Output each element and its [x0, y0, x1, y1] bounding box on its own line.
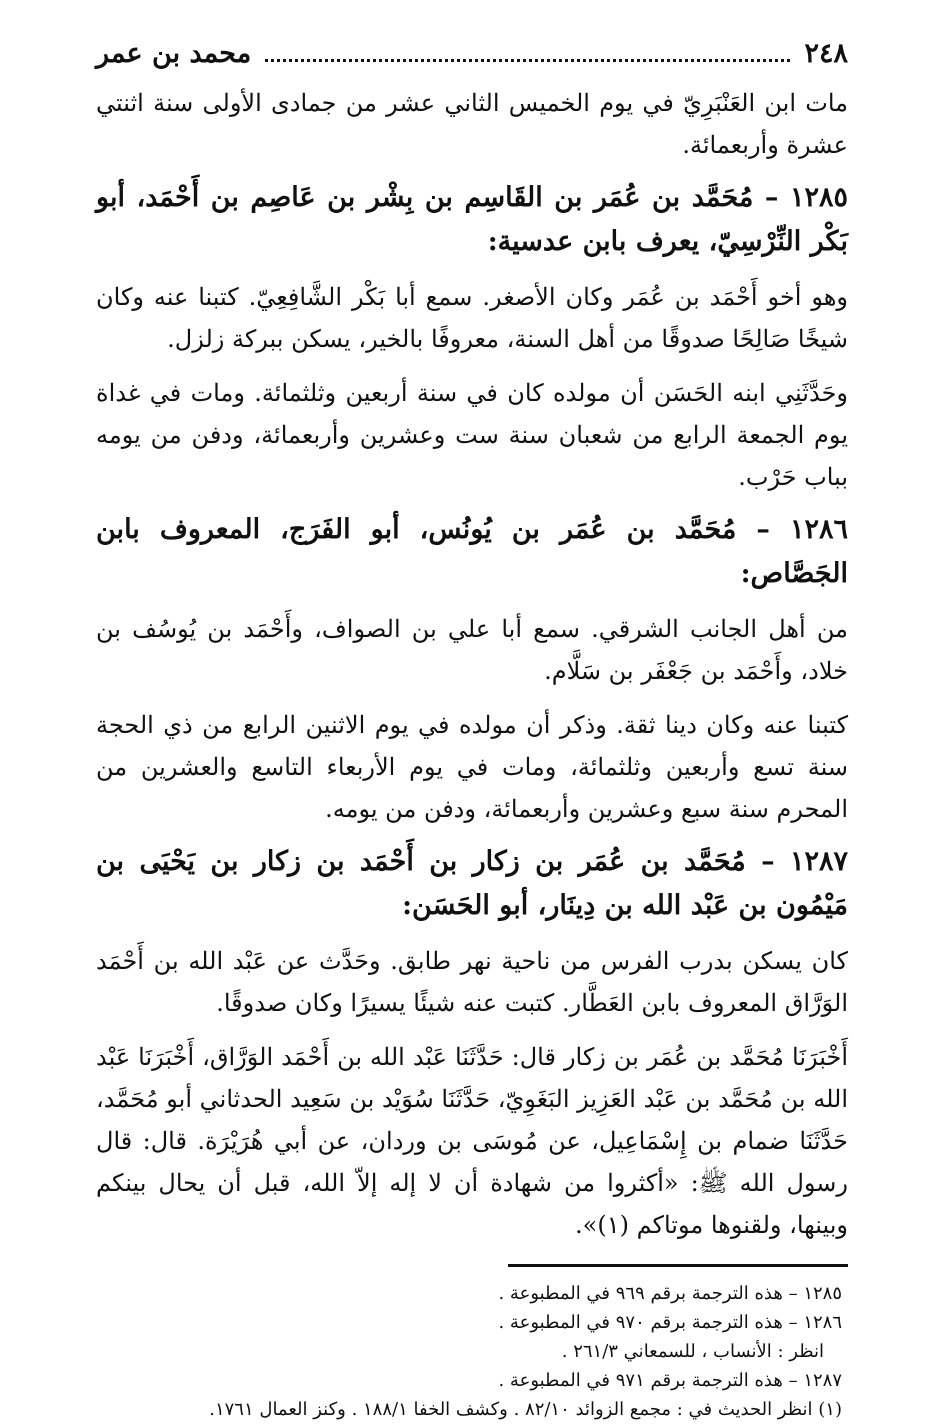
entry-1286-paragraph-1: من أهل الجانب الشرقي. سمع أبا علي بن الصواف، وأَحْمَد بن يُوسُف بن خلاد، وأَحْمَد بن جَعْفَر بن سَلَّام.	[96, 615, 848, 685]
entry-1287-paragraph-1: كان يسكن بدرب الفرس من ناحية نهر طابق. وحَدَّث عن عَبْد الله بن أَحْمَد الوَرَّاق المعروف بابن العَطَّار. كتبت عنه شيئًا يسيرًا وكان صدوقًا.	[96, 947, 848, 1017]
footnote-hadith: (١) انظر الحديث في : مجمع الزوائد ٨٢/١٠ . وكشف الخفا ١٨٨/١ . وكنز العمال ١٧٦١.	[209, 1399, 842, 1420]
page-number: ٢٤٨	[804, 38, 848, 69]
footnote-ansab: انظر : الأنساب ، للسمعاني ٢٦١/٣ .	[561, 1341, 824, 1362]
paragraph-intro: مات ابن العَنْبَرِيّ في يوم الخميس الثاني عشر من جمادى الأولى سنة اثنتي عشرة وأربعمائة.	[96, 89, 848, 159]
running-title: محمد بن عمر	[96, 38, 252, 69]
entry-1287-title: ١٢٨٧ – مُحَمَّد بن عُمَر بن زكار بن أَحْمَد بن زكار بن يَحْيَى بن مَيْمُون بن عَبْد الله بن دِينَار، أبو الحَسَن:	[96, 846, 848, 921]
footnote-1285: ١٢٨٥ – هذه الترجمة برقم ٩٦٩ في المطبوعة .	[498, 1283, 842, 1304]
entry-1285-paragraph-1: وهو أخو أَحْمَد بن عُمَر وكان الأصغر. سمع أبا بَكْر الشَّافِعِيّ. كتبنا عنه وكان شيخًا صَالِحًا صدوقًا من أهل السنة، معروفًا بالخير، يسكن ببركة زلزل.	[96, 283, 848, 353]
entry-1285-title: ١٢٨٥ – مُحَمَّد بن عُمَر بن القَاسِم بن بِشْر بن عَاصِم بن أَحْمَد، أبو بَكْر النِّرْسِيّ، يعرف بابن عدسية:	[96, 182, 848, 257]
entry-1286-title: ١٢٨٦ – مُحَمَّد بن عُمَر بن يُونُس، أبو الفَرَج، المعروف بابن الجَصَّاص:	[96, 514, 848, 589]
footnote-1286: ١٢٨٦ – هذه الترجمة برقم ٩٧٠ في المطبوعة .	[498, 1312, 842, 1333]
entry-1287-paragraph-2: أَخْبَرَنَا مُحَمَّد بن عُمَر بن زكار قال: حَدَّثَنَا عَبْد الله بن أَحْمَد الوَرَّاق، أَخْبَرَنَا عَبْد الله بن مُحَمَّد بن عَبْد العَزِيز البَغَوِيّ، حَدَّثَنَا سُوَيْد بن سَعِيد الحدثاني أبو مُحَمَّد، حَدَّثَنَا ضمام بن إِسْمَاعِيل، عن مُوسَى بن وردان، عن أبي هُرَيْرَة. قال: قال رسول الله ﷺ: «أكثروا من شهادة أن لا إله إلاّ الله، قبل أن يحال بينكم وبينها، ولقنوها موتاكم (١)».	[96, 1043, 848, 1239]
header-dotted-rule	[265, 59, 790, 62]
footnote-divider	[508, 1264, 848, 1267]
entry-1285-paragraph-2: وحَدَّثَنِي ابنه الحَسَن أن مولده كان في سنة أربعين وثلثمائة. ومات في غداة يوم الجمعة الرابع من شعبان سنة ست وعشرين وأربعمائة، ودفن من يومه بباب حَرْب.	[96, 379, 848, 491]
entry-1286-paragraph-2: كتبنا عنه وكان دينا ثقة. وذكر أن مولده في يوم الاثنين الرابع من ذي الحجة سنة تسع وأربعين وثلثمائة، ومات في يوم الأربعاء التاسع والعشرين من المحرم سنة سبع وعشرين وأربعمائة، ودفن من يومه.	[96, 711, 848, 823]
running-header	[96, 38, 848, 82]
footnote-1287: ١٢٨٧ – هذه الترجمة برقم ٩٧١ في المطبوعة .	[498, 1370, 842, 1391]
